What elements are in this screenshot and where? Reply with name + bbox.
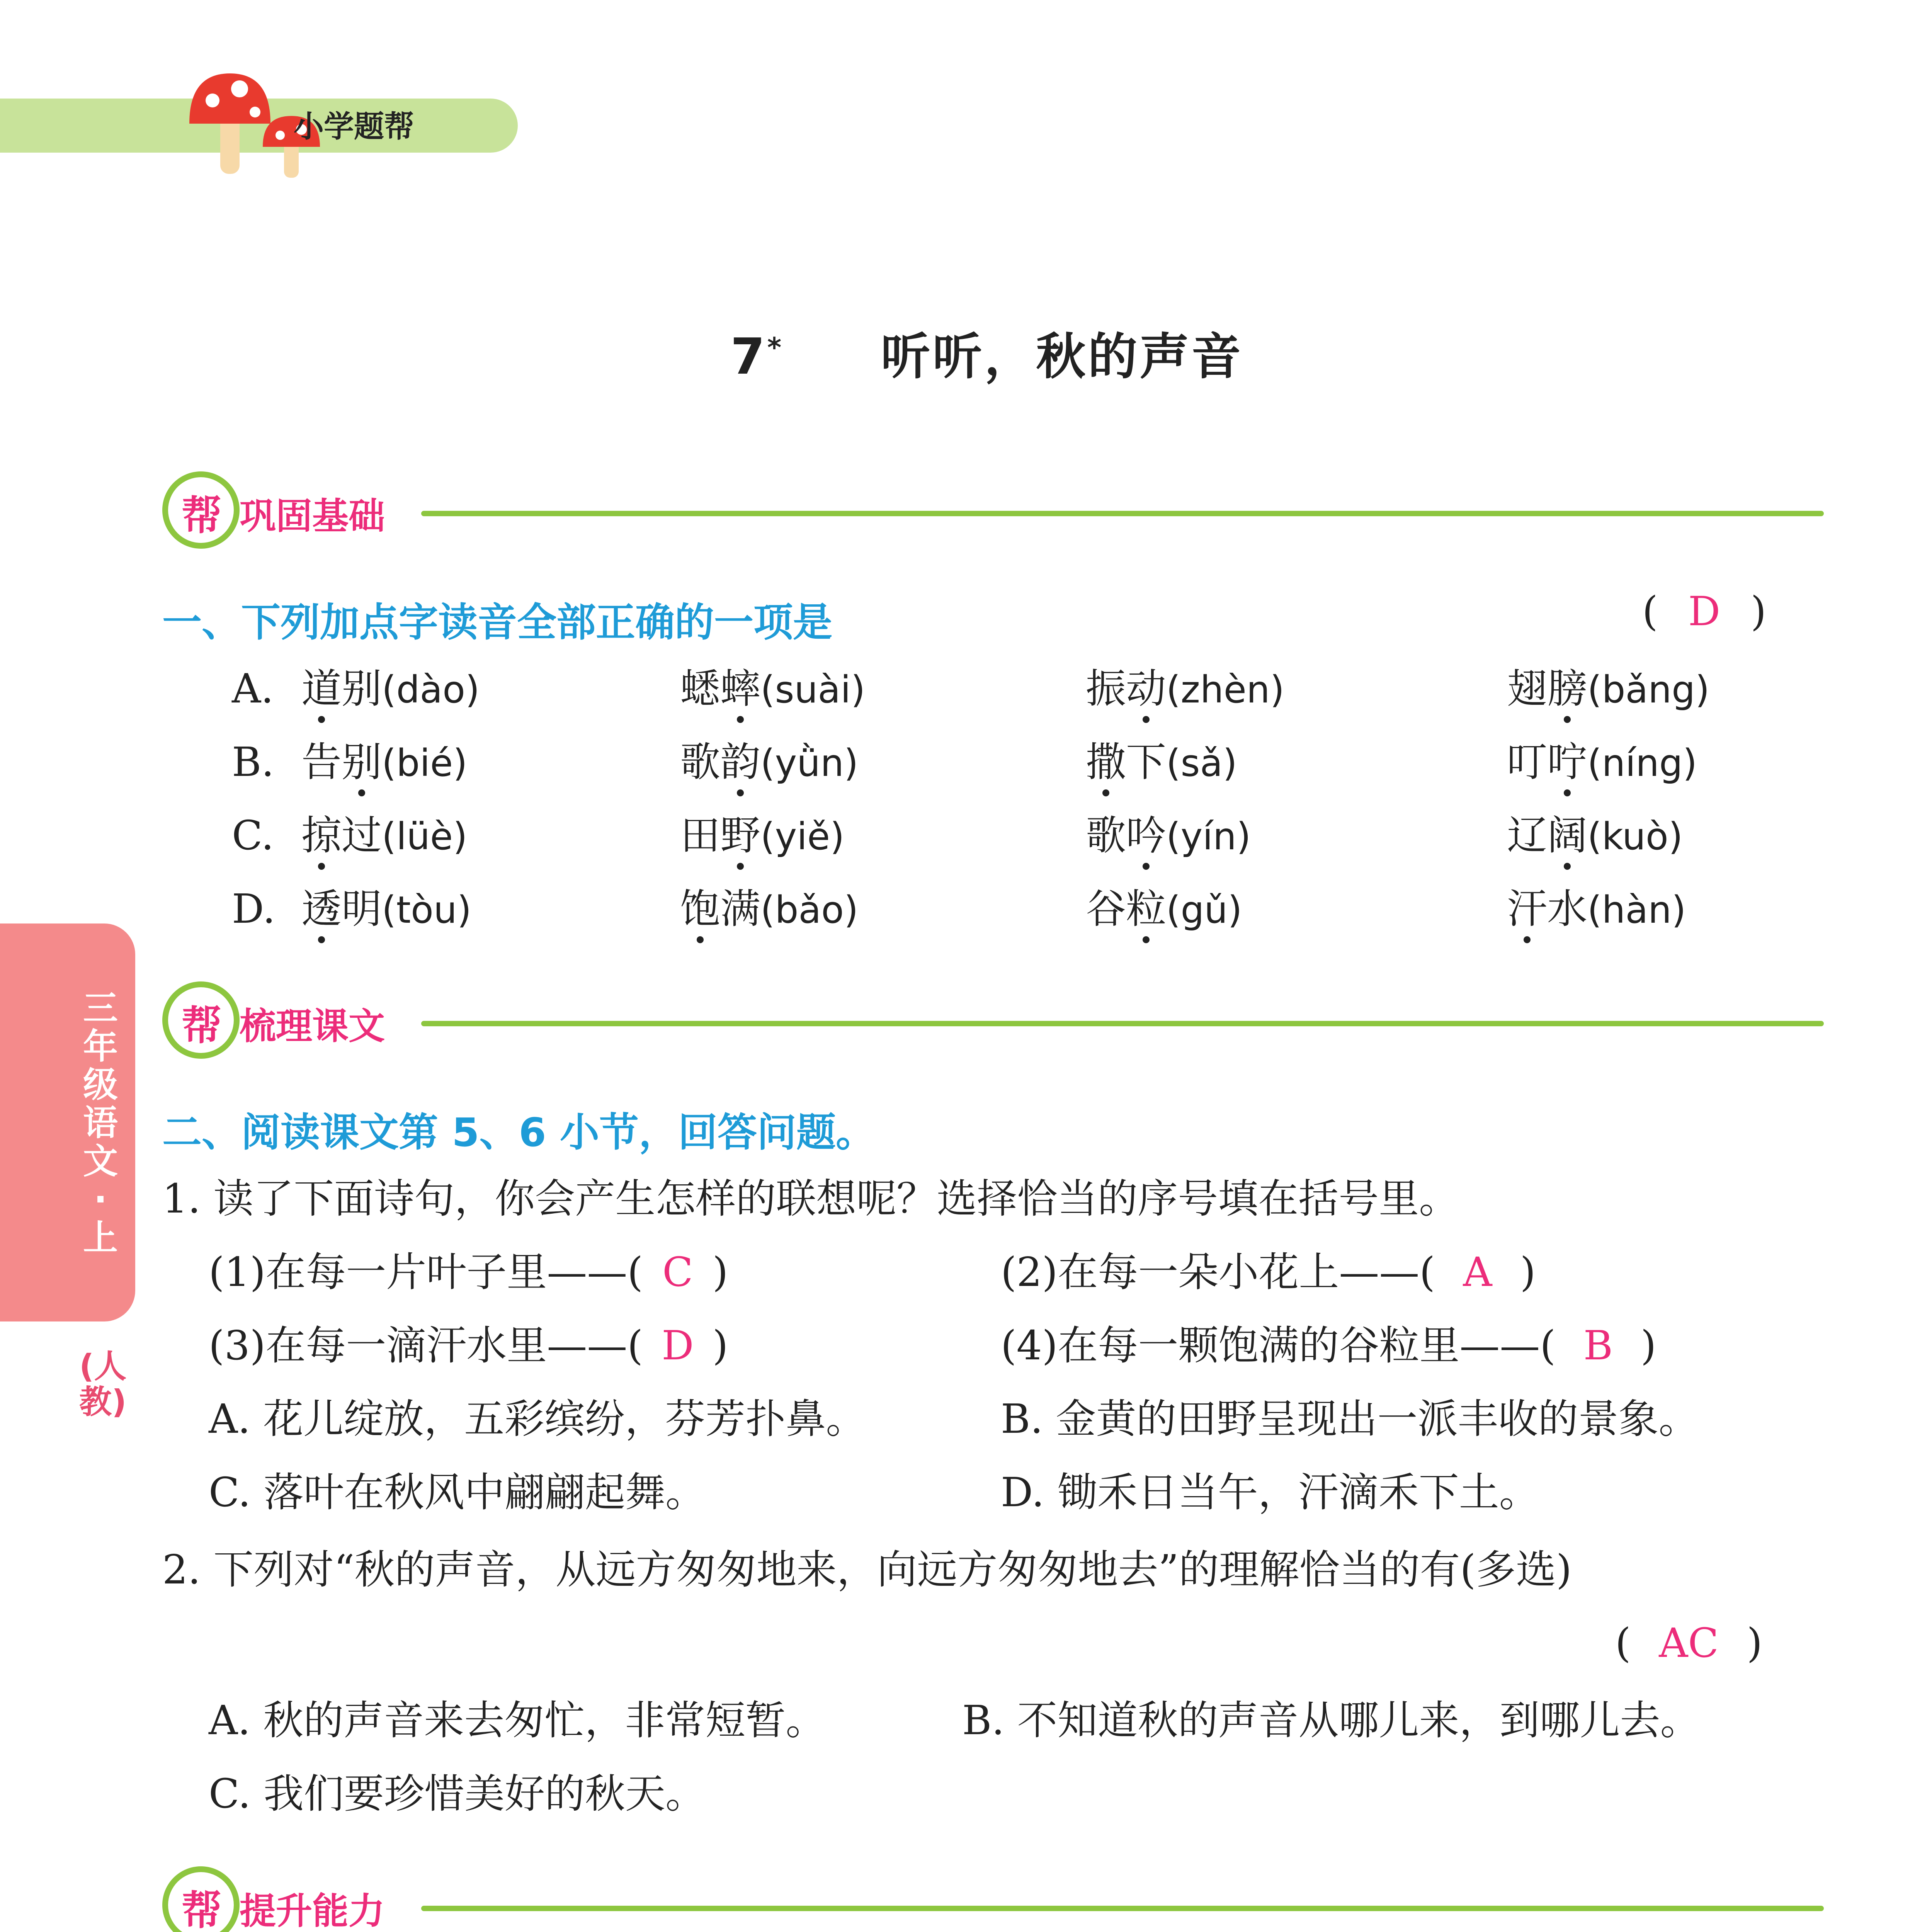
word-with-pinyin: 透明(tòu): [301, 885, 472, 932]
dotted-character: 蟀: [720, 665, 761, 712]
option-label: A.: [232, 665, 274, 712]
side-tab-grade: 三年级语文·上: [83, 988, 118, 1258]
dotted-character: 撒: [1086, 738, 1126, 786]
lesson-number: 7: [730, 328, 767, 386]
side-tab-edition: (人教): [79, 1347, 127, 1421]
sub-question-stem: 2. 下列对“秋的声音，从远方匆匆地来，向远方匆匆地去”的理解恰当的有(多选): [162, 1546, 1572, 1593]
answer-text: C: [662, 1248, 693, 1296]
answer-text: A: [1463, 1248, 1492, 1296]
option-text: C. 我们要珍惜美好的秋天。: [209, 1770, 706, 1817]
option-text: A. 秋的声音来去匆忙，非常短暂。: [209, 1697, 826, 1744]
question-heading: 一、下列加点字读音全部正确的一项是: [162, 600, 832, 646]
dotted-character: 饱: [680, 885, 721, 932]
dotted-character: 别: [342, 738, 382, 786]
pinyin-text: (kuò): [1587, 815, 1683, 858]
option-text: D. 锄禾日当午，汗滴禾下土。: [1001, 1469, 1539, 1516]
dotted-character: 吟: [1126, 812, 1167, 859]
dotted-character: 阔: [1547, 812, 1588, 859]
answer-text: D: [1688, 588, 1721, 635]
pinyin-text: (bǎng): [1587, 668, 1710, 711]
lesson-title: 听听，秋的声音: [881, 328, 1243, 386]
match-item: (1)在每一片叶子里——( C ): [209, 1248, 728, 1296]
dotted-character: 膀: [1547, 665, 1588, 712]
dotted-character: 韵: [720, 738, 761, 786]
question-heading: 二、阅读课文第 5、6 小节，回答问题。: [162, 1110, 875, 1156]
dotted-character: 汗: [1507, 885, 1548, 932]
pinyin-text: (yín): [1166, 815, 1251, 858]
word-with-pinyin: 辽阔(kuò): [1507, 812, 1683, 859]
word-with-pinyin: 振动(zhèn): [1086, 665, 1285, 712]
word-with-pinyin: 谷粒(gǔ): [1086, 885, 1242, 932]
word-with-pinyin: 叮咛(níng): [1507, 738, 1697, 786]
answer-bracket: ( AC ): [1615, 1619, 1763, 1667]
option-text: B. 不知道秋的声音从哪儿来，到哪儿去。: [962, 1697, 1701, 1744]
dotted-character: 动: [1126, 665, 1167, 712]
option-label: D.: [232, 885, 276, 932]
pinyin-text: (dào): [382, 668, 480, 711]
section-badge-text: 帮: [182, 492, 222, 539]
pinyin-text: (bǎo): [760, 888, 859, 932]
pinyin-text: (lüè): [382, 815, 468, 858]
match-item: (2)在每一朵小花上——( A ): [1001, 1248, 1536, 1296]
answer-bracket: ( D ): [1642, 588, 1767, 635]
pinyin-text: (suài): [760, 668, 866, 711]
section-badge-text: 帮: [182, 1002, 222, 1049]
section-badge-text: 帮: [182, 1887, 222, 1932]
section-title: 梳理课文: [240, 1005, 385, 1048]
dotted-character: 咛: [1547, 738, 1588, 786]
word-with-pinyin: 饱满(bǎo): [680, 885, 859, 932]
word-with-pinyin: 蟋蟀(suài): [680, 665, 866, 712]
sub-question-stem: 1. 读了下面诗句，你会产生怎样的联想呢？选择恰当的序号填在括号里。: [162, 1175, 1459, 1222]
dotted-character: 野: [720, 812, 761, 859]
dotted-character: 道: [301, 665, 342, 712]
option-text: B. 金黄的田野呈现出一派丰收的景象。: [1001, 1395, 1699, 1442]
word-with-pinyin: 田野(yiě): [680, 812, 845, 859]
section-divider: [421, 511, 1824, 516]
pinyin-text: (níng): [1587, 742, 1697, 785]
option-text: A. 花儿绽放，五彩缤纷，芬芳扑鼻。: [209, 1395, 866, 1442]
answer-text: AC: [1659, 1619, 1719, 1667]
page-title: [0, 317, 1932, 388]
dotted-character: 掠: [301, 812, 342, 859]
header-label: 小学题帮: [294, 109, 415, 144]
option-label: C.: [232, 812, 274, 859]
word-with-pinyin: 道别(dào): [301, 665, 480, 712]
pinyin-text: (gǔ): [1166, 888, 1242, 932]
word-with-pinyin: 汗水(hàn): [1507, 885, 1686, 932]
pinyin-text: (zhèn): [1166, 668, 1285, 711]
word-with-pinyin: 掠过(lüè): [301, 812, 468, 859]
pinyin-text: (bié): [382, 742, 468, 785]
section-divider: [421, 1021, 1824, 1026]
word-with-pinyin: 歌韵(yǜn): [680, 738, 859, 786]
section-divider: [421, 1906, 1824, 1911]
word-with-pinyin: 撒下(sǎ): [1086, 738, 1237, 786]
dotted-character: 粒: [1126, 885, 1167, 932]
match-item: (3)在每一滴汗水里——( D ): [209, 1322, 728, 1369]
pinyin-text: (yiě): [760, 815, 845, 858]
word-with-pinyin: 歌吟(yín): [1086, 812, 1251, 859]
pinyin-text: (tòu): [382, 888, 472, 932]
answer-text: D: [662, 1322, 694, 1369]
pinyin-text: (hàn): [1587, 888, 1686, 932]
pinyin-text: (sǎ): [1166, 742, 1237, 785]
option-text: C. 落叶在秋风中翩翩起舞。: [209, 1469, 706, 1516]
section-title: 巩固基础: [240, 495, 385, 537]
dotted-character: 透: [301, 885, 342, 932]
option-label: B.: [232, 738, 274, 786]
section-title: 提升能力: [240, 1890, 385, 1932]
answer-text: B: [1583, 1322, 1613, 1369]
match-item: (4)在每一颗饱满的谷粒里——( B ): [1001, 1322, 1656, 1369]
word-with-pinyin: 翅膀(bǎng): [1507, 665, 1710, 712]
pinyin-text: (yǜn): [760, 742, 859, 785]
lesson-star: *: [767, 332, 784, 364]
word-with-pinyin: 告别(bié): [301, 738, 468, 786]
